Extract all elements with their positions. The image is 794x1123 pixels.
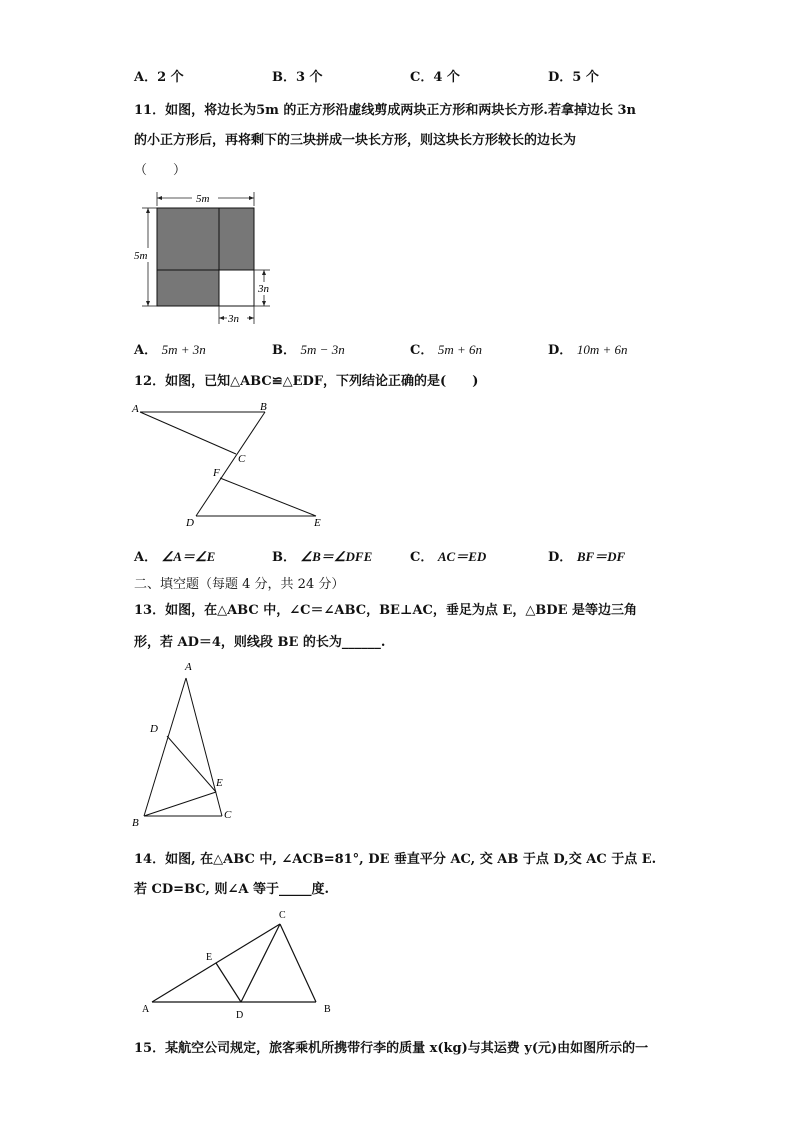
q12-label-d: D — [186, 517, 194, 529]
q13-label-b: B — [132, 817, 139, 829]
q12-option-d: D． BF＝DF — [548, 549, 626, 565]
q11-option-d: D． 10m + 6n — [548, 342, 628, 358]
q11-label-right: 3n — [258, 283, 269, 295]
q13-text-line1: 13．如图，在△ABC 中，∠C＝∠ABC，BE⊥AC，垂足为点 E，△BDE 是等边三角 — [134, 603, 638, 618]
q14-label-c: C — [279, 910, 286, 921]
q14-figure — [140, 906, 340, 1022]
q12-figure — [130, 398, 330, 530]
q12-option-a: A． ∠A＝∠E — [134, 549, 216, 565]
q10-option-b: B．3 个 — [272, 70, 323, 85]
q13-label-d: D — [150, 723, 158, 735]
q14-label-e: E — [206, 952, 213, 963]
q12-option-c: C． AC＝ED — [410, 549, 487, 565]
q12-label-c: C — [238, 453, 246, 465]
q15-text-line1: 15．某航空公司规定，旅客乘机所携带行李的质量 x(kg)与其运费 y(元)由如图所示的一 — [134, 1041, 649, 1056]
q12-label-a: A — [132, 403, 139, 415]
q12-option-b: B． ∠B＝∠DFE — [272, 549, 373, 565]
q11-option-b: B． 5m − 3n — [272, 342, 345, 358]
q13-label-c: C — [224, 809, 232, 821]
q14-label-d: D — [236, 1010, 244, 1021]
q12-label-f: F — [213, 467, 220, 479]
q10-option-d: D．5 个 — [548, 70, 599, 85]
q14-text-line1: 14．如图, 在△ABC 中, ∠ACB=81°, DE 垂直平分 AC, 交 AB 于点 D,交 AC 于点 E. — [134, 852, 657, 867]
q14-label-b: B — [324, 1004, 331, 1015]
q11-label-bottom: 3n — [228, 313, 239, 325]
q13-figure — [130, 656, 240, 828]
q11-option-a: A． 5m + 3n — [134, 342, 206, 358]
q12-label-b: B — [260, 401, 267, 413]
q11-label-left: 5m — [134, 250, 148, 262]
q13-label-a: A — [185, 661, 192, 673]
q11-text-line2: 的小正方形后，再将剩下的三块拼成一块长方形，则这块长方形较长的边长为 — [134, 133, 577, 148]
q11-text-line1: 11．如图，将边长为5m 的正方形沿虚线剪成两块正方形和两块长方形.若拿掉边长 3n — [134, 103, 636, 118]
q12-label-e: E — [314, 517, 321, 529]
section-fill-in-heading: 二、填空题（每题 4 分，共 24 分） — [134, 577, 345, 592]
q14-text-line2: 若 CD=BC, 则∠A 等于_____度. — [134, 882, 329, 897]
q11-figure — [130, 186, 280, 331]
q13-text-line2: 形，若 AD＝4，则线段 BE 的长为______. — [134, 635, 386, 650]
q11-label-top: 5m — [196, 193, 210, 205]
q13-label-e: E — [216, 777, 223, 789]
q11-option-c: C． 5m + 6n — [410, 342, 483, 358]
q12-text: 12．如图，已知△ABC≌△EDF，下列结论正确的是( ) — [134, 374, 479, 389]
q10-option-a: A．2 个 — [134, 70, 184, 85]
q10-option-c: C．4 个 — [410, 70, 460, 85]
q11-answer-paren: （ ） — [134, 163, 187, 178]
q14-label-a: A — [142, 1004, 150, 1015]
